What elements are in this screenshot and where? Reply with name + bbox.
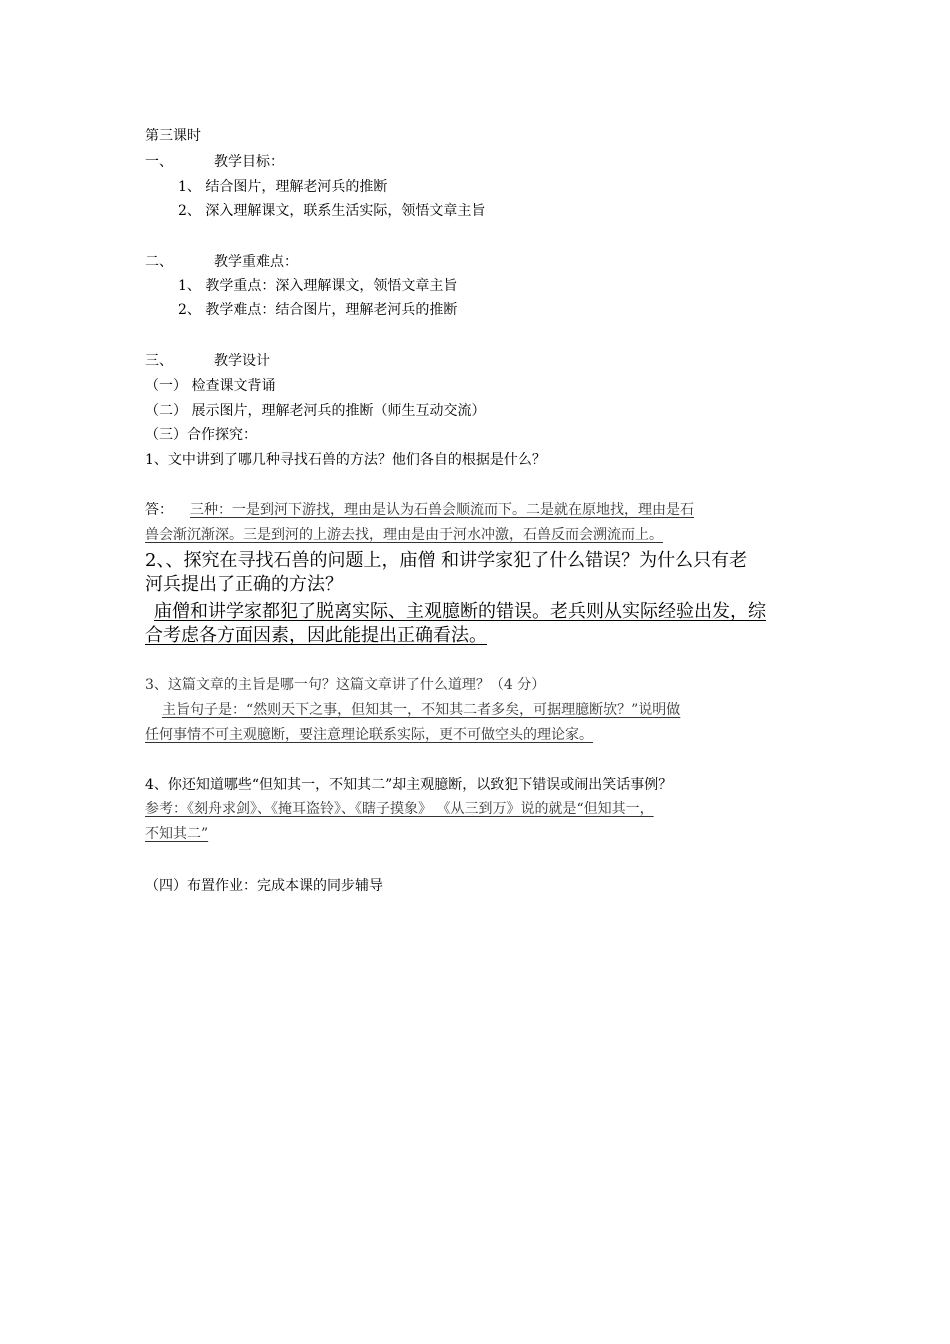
lesson-title: 第三课时 xyxy=(145,128,201,144)
section-1-heading: 教学目标： xyxy=(214,154,284,170)
answer-1-prefix: 答： xyxy=(145,502,173,518)
question-4: 4、你还知道哪些“但知其一，不知其二”却主观臆断，以致犯下错误或闹出笑话事例？ xyxy=(145,777,673,793)
section-2-heading: 教学重难点： xyxy=(214,254,298,270)
section-3-number: 三、 xyxy=(145,353,173,369)
section-1-item: 1、 结合图片，理解老河兵的推断 xyxy=(178,179,388,195)
question-2: 河兵提出了正确的方法？ xyxy=(145,574,343,595)
section-1-number: 一、 xyxy=(145,154,173,170)
section-2-item: 1、 教学重点：深入理解课文，领悟文章主旨 xyxy=(178,278,458,294)
section-3-heading: 教学设计 xyxy=(214,353,270,369)
section-3-step: （一） 检查课文背诵 xyxy=(145,378,276,394)
section-3-step: （二） 展示图片，理解老河兵的推断（师生互动交流） xyxy=(145,403,486,419)
section-1-item: 2、 深入理解课文，联系生活实际，领悟文章主旨 xyxy=(178,203,486,219)
answer-2-line: 合考虑各方面因素，因此能提出正确看法。 xyxy=(145,625,487,646)
question-3: 3、这篇文章的主旨是哪一句？这篇文章讲了什么道理？（4 分） xyxy=(145,677,546,693)
question-1: 1、文中讲到了哪几种寻找石兽的方法？他们各自的根据是什么？ xyxy=(145,452,546,468)
homework: （四）布置作业：完成本课的同步辅导 xyxy=(145,878,383,894)
answer-3-line: 主旨句子是：“然则天下之事，但知其一，不知其二者多矣，可据理臆断欤？”说明做 xyxy=(162,702,681,718)
section-2-number: 二、 xyxy=(145,254,173,270)
section-2-item: 2、 教学难点：结合图片，理解老河兵的推断 xyxy=(178,302,458,318)
question-2: 2、、探究在寻找石兽的问题上，庙僧 和讲学家犯了什么错误？为什么只有老 xyxy=(145,550,748,571)
section-3-step: （三）合作探究： xyxy=(145,427,257,443)
answer-1-line: 兽会渐沉渐深。三是到河的上游去找，理由是由于河水冲激，石兽反而会溯流而上。 xyxy=(145,527,663,543)
answer-2-line: 庙僧和讲学家都犯了脱离实际、主观臆断的错误。老兵则从实际经验出发，综 xyxy=(154,601,766,622)
answer-1-line: 三种：一是到河下游找，理由是认为石兽会顺流而下。二是就在原地找，理由是石 xyxy=(190,502,694,518)
answer-3-line: 任何事情不可主观臆断，要注意理论联系实际，更不可做空头的理论家。 xyxy=(145,727,593,743)
answer-4-line: 不知其二” xyxy=(145,826,209,842)
answer-4-line: 参考：《刻舟求剑》、《掩耳盗铃》、《瞎子摸象》 《从三到万》说的就是“但知其一， xyxy=(145,801,654,817)
